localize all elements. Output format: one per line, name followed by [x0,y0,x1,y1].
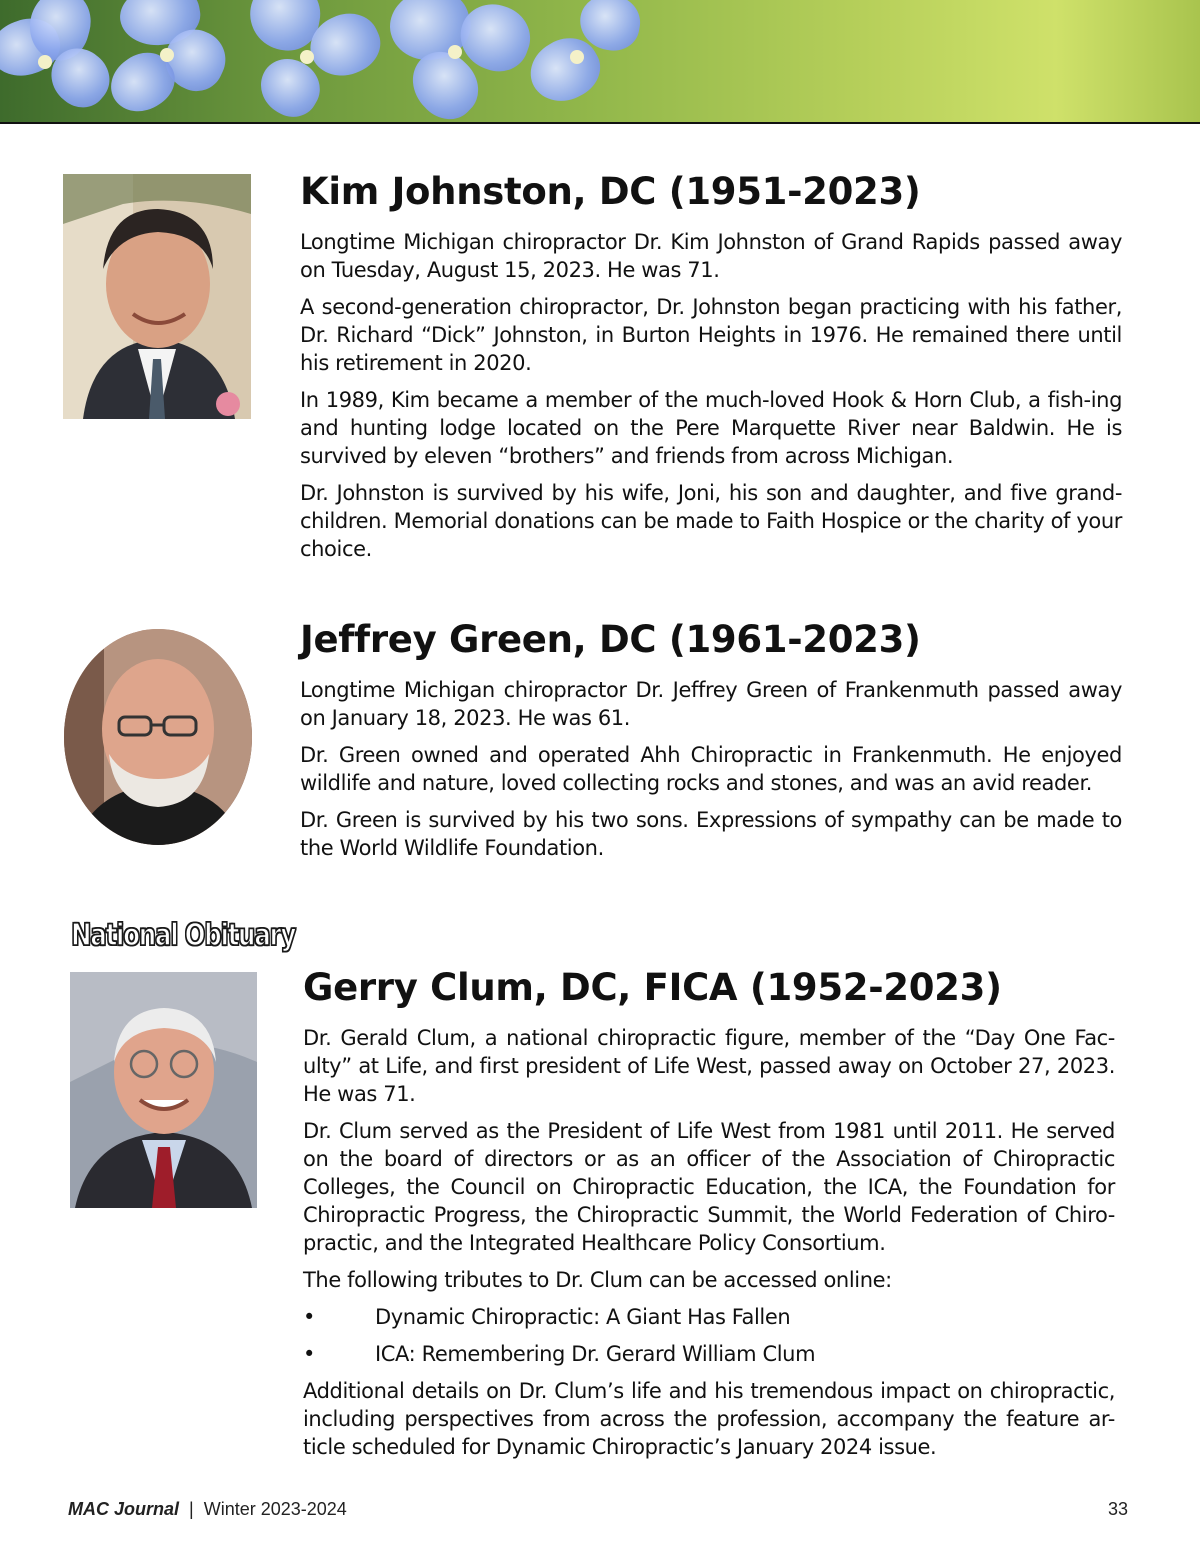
tribute-link-text: ICA: Remembering Dr. Gerard William Clum [375,1342,816,1366]
page-number: 33 [1107,1499,1128,1519]
obituary-name: Kim Johnston, DC (1951-2023) [300,170,921,213]
obituary-paragraph: In 1989, Kim became a member of the much-loved Hook & Horn Club, a fish-ing and hunting lodge located on the Pere Marquette River near Baldwin. He is survived by eleven “brothers” and friends from across Michigan. [300,388,1122,468]
bullet-icon: • [303,1342,315,1366]
obituary-paragraph: Dr. Johnston is survived by his wife, Joni, his son and daughter, and five grand-children. Memorial donations can be made to Faith Hospice or the charity of your choice. [300,481,1122,561]
obituary-paragraph: Dr. Clum served as the President of Life West from 1981 until 2011. He served on the board of directors or as an officer of the Association of Chiropractic Colleges, the Council on Chiropractic Education, the ICA, the Foundation for Chiropractic Progress, the Chiropractic Summit, the World Federation of Chiro-practic, and the Integrated Healthcare Policy Consortium. [303,1119,1115,1255]
jeffrey-green-photo [64,629,252,845]
kim-johnston-photo [63,174,251,419]
banner-divider [0,122,1200,124]
gerry-clum-photo [70,972,257,1208]
issue-label: Winter 2023-2024 [203,1499,347,1519]
tribute-list-item [303,1340,1115,1368]
page-footer [68,1497,1128,1521]
tribute-list-item [303,1303,1115,1331]
obituary-paragraph: Dr. Green owned and operated Ahh Chiropractic in Frankenmuth. He enjoyed wildlife and nature, loved collecting rocks and stones, and was an avid reader. [300,743,1122,795]
obituary-name: Jeffrey Green, DC (1961-2023) [300,618,921,661]
bullet-icon: • [303,1305,315,1329]
journal-name: MAC Journal [68,1499,180,1519]
obituary-kim-johnston [300,170,1122,572]
header-flower-banner [0,0,1200,122]
obituary-gerry-clum [303,966,1115,1470]
footer-separator: | [189,1499,194,1519]
obituary-jeffrey-green [300,618,1122,871]
obituary-name: Gerry Clum, DC, FICA (1952-2023) [303,966,1002,1009]
obituary-paragraph: Dr. Gerald Clum, a national chiropractic figure, member of the “Day One Fac-ulty” at Life, and first president of Life West, passed away on October 27, 2023. He was 71. [303,1026,1115,1106]
obituary-closing-paragraph: Additional details on Dr. Clum’s life and his tremendous impact on chiropractic, including perspectives from across the profession, accompany the feature ar-ticle scheduled for Dynamic Chiropractic’s January 2024 issue. [303,1379,1115,1459]
obituary-paragraph: A second-generation chiropractor, Dr. Johnston began practicing with his father, Dr. Richard “Dick” Johnston, in Burton Heights in 1976. He remained there until his retirement in 2020. [300,295,1122,375]
obituary-paragraph: Longtime Michigan chiropractor Dr. Kim Johnston of Grand Rapids passed away on Tuesday, August 15, 2023. He was 71. [300,230,1122,282]
national-obituary-label: National Obituary [71,918,296,953]
obituary-paragraph: Dr. Green is survived by his two sons. Expressions of sympathy can be made to the World Wildlife Foundation. [300,808,1122,860]
tribute-link-text: Dynamic Chiropractic: A Giant Has Fallen [375,1305,791,1329]
obituary-paragraph: Longtime Michigan chiropractor Dr. Jeffrey Green of Frankenmuth passed away on January 18, 2023. He was 61. [300,678,1122,730]
obituary-paragraph: The following tributes to Dr. Clum can be accessed online: [303,1268,892,1292]
